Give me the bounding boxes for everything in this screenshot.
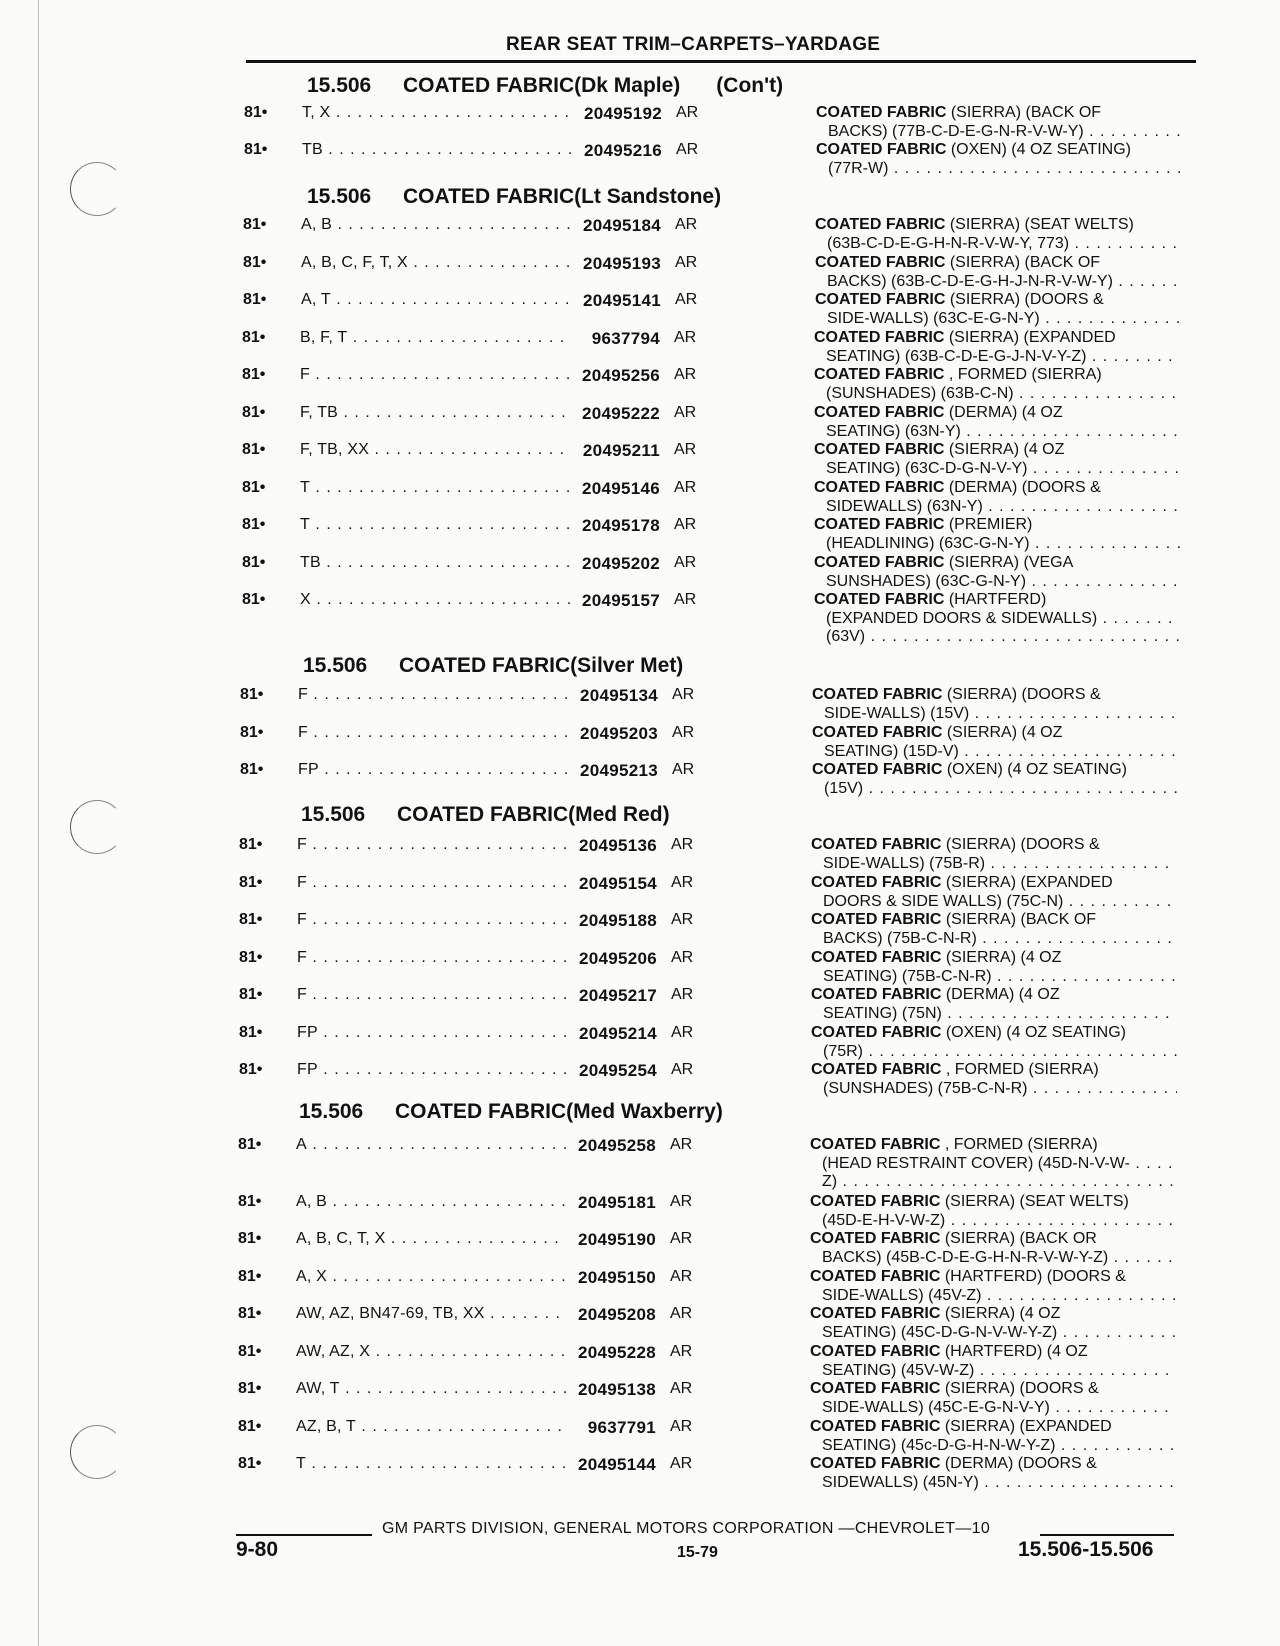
part-description: COATED FABRIC (SIERRA) (4 OZ SEATING) (15D-V) . . . [812,724,1178,761]
quantity-ref: 81• [240,686,264,703]
part-description: COATED FABRIC (SIERRA) (DOORS & SIDE-WALLS) (75B-R) . . . [811,836,1177,873]
binder-hole-icon [70,800,124,854]
quantity-ref: 81• [239,911,263,928]
unit: AR [674,479,697,496]
part-description: COATED FABRIC (DERMA) (DOORS & SIDEWALLS) (45N-Y) . . . [810,1455,1176,1492]
part-description: COATED FABRIC (SIERRA) (BACK OF BACKS) (75B-C-N-R) . . . [811,911,1177,948]
model-codes: A, B, C, F, T, X . . . [301,254,571,272]
footer-date: 9-80 [236,1538,279,1561]
unit: AR [674,366,697,383]
part-description: COATED FABRIC (HARTFERD) (4 OZ SEATING) (45V-W-Z) . . . [810,1343,1176,1380]
unit: AR [676,104,699,121]
part-description: COATED FABRIC (SIERRA) (BACK OR BACKS) (45B-C-D-E-G-H-N-R-V-W-Y-Z) . . . [810,1230,1176,1267]
part-description: COATED FABRIC (SIERRA) (DOORS & SIDE-WALLS) (63C-E-G-N-Y) . . . [815,291,1181,328]
part-description: COATED FABRIC (SIERRA) (EXPANDED DOORS & SIDE WALLS) (75C-N) . . . [811,874,1177,911]
part-number: 20495188 [578,911,657,930]
part-number: 9637794 [591,329,660,348]
model-codes: F . . . [297,949,567,967]
model-codes: T . . . [296,1455,566,1473]
part-description: COATED FABRIC (SIERRA) (4 OZ SEATING) (75B-C-N-R) . . . [811,949,1177,986]
unit: AR [674,441,697,458]
description-prefix: COATED FABRIC [810,1136,941,1153]
part-description: COATED FABRIC (PREMIER) (HEADLINING) (63C-G-N-Y) . . . [814,516,1180,553]
model-codes: F . . . [298,724,568,742]
unit: AR [675,291,698,308]
part-number: 20495228 [577,1343,656,1362]
model-codes: A, T . . . [301,291,571,309]
description-prefix: COATED FABRIC [812,761,943,778]
footer-group-range: 15.506-15.506 [1018,1538,1154,1561]
description-prefix: COATED FABRIC [814,516,945,533]
description-prefix: COATED FABRIC [814,554,945,571]
part-description: COATED FABRIC (SIERRA) (DOORS & SIDE-WALLS) (45C-E-G-N-V-Y) . . . [810,1380,1176,1417]
part-number: 20495178 [581,516,660,535]
part-description: COATED FABRIC (SIERRA) (4 OZ SEATING) (45C-D-G-N-V-W-Y-Z) . . . [810,1305,1176,1342]
quantity-ref: 81• [238,1136,262,1153]
part-number: 20495146 [581,479,660,498]
description-prefix: COATED FABRIC [814,329,945,346]
unit: AR [670,1418,693,1435]
quantity-ref: 81• [243,216,267,233]
part-number: 20495144 [577,1455,656,1474]
unit: AR [672,761,695,778]
quantity-ref: 81• [239,874,263,891]
part-number: 20495136 [578,836,657,855]
part-number: 20495222 [581,404,660,423]
model-codes: FP . . . [298,761,568,779]
description-prefix: COATED FABRIC [810,1230,941,1247]
part-description: COATED FABRIC (SIERRA) (VEGA SUNSHADES) (63C-G-N-Y) . . . [814,554,1180,591]
description-prefix: COATED FABRIC [810,1268,941,1285]
quantity-ref: 81• [239,1061,263,1078]
part-description: COATED FABRIC (DERMA) (DOORS & SIDEWALLS) (63N-Y) . . . [814,479,1180,516]
quantity-ref: 81• [239,1024,263,1041]
description-prefix: COATED FABRIC [810,1305,941,1322]
description-prefix: COATED FABRIC [811,949,942,966]
quantity-ref: 81• [238,1380,262,1397]
part-description: COATED FABRIC (DERMA) (4 OZ SEATING) (63N-Y) . . . [814,404,1180,441]
quantity-ref: 81• [239,986,263,1003]
part-description: COATED FABRIC (OXEN) (4 OZ SEATING) (15V) . . . [812,761,1178,798]
model-codes: F . . . [297,874,567,892]
part-number: 20495184 [582,216,661,235]
description-prefix: COATED FABRIC [815,291,946,308]
quantity-ref: 81• [240,724,264,741]
model-codes: AW, AZ, BN47-69, TB, XX . . . [296,1305,566,1323]
model-codes: T . . . [300,516,570,534]
model-codes: F, TB, XX . . . [300,441,570,459]
unit: AR [675,254,698,271]
unit: AR [671,1024,694,1041]
quantity-ref: 81• [238,1268,262,1285]
quantity-ref: 81• [242,366,266,383]
quantity-ref: 81• [240,761,264,778]
part-description: COATED FABRIC (SIERRA) (BACK OF BACKS) (77B-C-D-E-G-N-R-V-W-Y) . . . [816,104,1182,141]
model-codes: F . . . [297,911,567,929]
description-prefix: COATED FABRIC [811,836,942,853]
quantity-ref: 81• [238,1305,262,1322]
part-number: 20495192 [583,104,662,123]
footer-page-number: 15-79 [677,1544,718,1561]
part-description: COATED FABRIC (SIERRA) (EXPANDED SEATING) (63B-C-D-E-G-J-N-V-Y-Z) . . . [814,329,1180,366]
model-codes: TB . . . [300,554,570,572]
model-codes: FP . . . [297,1024,567,1042]
footer-publisher: GM PARTS DIVISION, GENERAL MOTORS CORPORATION —CHEVROLET—10 [382,1520,991,1537]
part-number: 20495181 [577,1193,656,1212]
header-rule [246,60,1196,63]
part-description: COATED FABRIC (SIERRA) (EXPANDED SEATING) (45c-D-G-H-N-W-Y-Z) . . . [810,1418,1176,1455]
unit: AR [674,554,697,571]
quantity-ref: 81• [242,479,266,496]
quantity-ref: 81• [242,404,266,421]
description-prefix: COATED FABRIC [811,911,942,928]
description-prefix: COATED FABRIC [811,1024,942,1041]
part-number: 20495208 [577,1305,656,1324]
part-number: 20495203 [579,724,658,743]
part-number: 20495206 [578,949,657,968]
description-prefix: COATED FABRIC [814,366,945,383]
footer-rule [236,1534,372,1536]
section-heading: 15.506 COATED FABRIC(Dk Maple) (Con't) [307,74,784,97]
footer-rule [1040,1534,1174,1536]
unit: AR [674,591,697,608]
description-prefix: COATED FABRIC [811,986,942,1003]
model-codes: F . . . [297,836,567,854]
unit: AR [672,686,695,703]
part-number: 20495214 [578,1024,657,1043]
unit: AR [670,1305,693,1322]
unit: AR [671,874,694,891]
part-number: 20495211 [582,441,660,460]
part-description: COATED FABRIC (OXEN) (4 OZ SEATING) (77R-W) . . . [816,141,1182,178]
section-heading: 15.506 COATED FABRIC(Silver Met) [303,654,684,677]
model-codes: FP . . . [297,1061,567,1079]
quantity-ref: 81• [242,329,266,346]
model-codes: TB . . . [302,141,572,159]
description-prefix: COATED FABRIC [814,591,945,608]
unit: AR [676,141,699,158]
quantity-ref: 81• [239,949,263,966]
model-codes: A, B, C, T, X . . . [296,1230,566,1248]
model-codes: A, X . . . [296,1268,566,1286]
unit: AR [674,404,697,421]
quantity-ref: 81• [244,141,268,158]
description-prefix: COATED FABRIC [816,104,947,121]
part-description: COATED FABRIC (OXEN) (4 OZ SEATING) (75R) . . . [811,1024,1177,1061]
quantity-ref: 81• [243,291,267,308]
part-number: 20495150 [577,1268,656,1287]
description-prefix: COATED FABRIC [810,1193,941,1210]
section-heading: 15.506 COATED FABRIC(Med Waxberry) [299,1100,723,1123]
description-prefix: COATED FABRIC [814,404,945,421]
model-codes: A, B . . . [301,216,571,234]
part-description: COATED FABRIC , FORMED (SIERRA) (SUNSHADES) (75B-C-N-R) . . . [811,1061,1177,1098]
unit: AR [670,1380,693,1397]
model-codes: A . . . [296,1136,566,1154]
part-number: 20495213 [579,761,658,780]
quantity-ref: 81• [242,516,266,533]
part-description: COATED FABRIC (SIERRA) (SEAT WELTS) (45D-E-H-V-W-Z) . . . [810,1193,1176,1230]
quantity-ref: 81• [243,254,267,271]
unit: AR [674,516,697,533]
part-description: COATED FABRIC (SIERRA) (SEAT WELTS) (63B-C-D-E-G-H-N-R-V-W-Y, 773) . . . [815,216,1181,253]
description-prefix: COATED FABRIC [810,1455,941,1472]
part-number: 20495254 [578,1061,657,1080]
part-number: 9637791 [587,1418,656,1437]
unit: AR [670,1136,693,1153]
description-prefix: COATED FABRIC [811,1061,942,1078]
model-codes: F . . . [298,686,568,704]
quantity-ref: 81• [238,1193,262,1210]
quantity-ref: 81• [242,554,266,571]
unit: AR [670,1230,693,1247]
model-codes: F, TB . . . [300,404,570,422]
quantity-ref: 81• [239,836,263,853]
unit: AR [670,1455,693,1472]
part-description: COATED FABRIC (SIERRA) (4 OZ SEATING) (63C-D-G-N-V-Y) . . . [814,441,1180,478]
model-codes: F . . . [300,366,570,384]
part-number: 20495217 [578,986,657,1005]
model-codes: AW, T . . . [296,1380,566,1398]
page-title: REAR SEAT TRIM–CARPETS–YARDAGE [506,34,881,55]
part-description: COATED FABRIC (HARTFERD) (EXPANDED DOORS & SIDEWALLS) . . . (63V) . . . [814,591,1180,647]
model-codes: T, X . . . [302,104,572,122]
part-description: COATED FABRIC , FORMED (SIERRA) (SUNSHADES) (63B-C-N) . . . [814,366,1180,403]
description-prefix: COATED FABRIC [812,724,943,741]
model-codes: AZ, B, T . . . [296,1418,566,1436]
part-description: COATED FABRIC (SIERRA) (DOORS & SIDE-WALLS) (15V) . . . [812,686,1178,723]
description-prefix: COATED FABRIC [816,141,947,158]
part-number: 20495193 [582,254,661,273]
description-prefix: COATED FABRIC [811,874,942,891]
quantity-ref: 81• [238,1230,262,1247]
model-codes: X . . . [300,591,570,609]
quantity-ref: 81• [238,1418,262,1435]
binder-hole-icon [70,1425,124,1479]
model-codes: B, F, T . . . [300,329,570,347]
model-codes: T . . . [300,479,570,497]
page-edge [38,0,39,1646]
unit: AR [671,911,694,928]
part-number: 20495258 [577,1136,656,1155]
description-prefix: COATED FABRIC [810,1380,941,1397]
part-number: 20495154 [578,874,657,893]
unit: AR [670,1343,693,1360]
unit: AR [671,1061,694,1078]
part-number: 20495256 [581,366,660,385]
part-number: 20495216 [583,141,662,160]
part-number: 20495141 [582,291,661,310]
unit: AR [671,949,694,966]
model-codes: F . . . [297,986,567,1004]
model-codes: A, B . . . [296,1193,566,1211]
quantity-ref: 81• [244,104,268,121]
part-number: 20495190 [577,1230,656,1249]
description-prefix: COATED FABRIC [815,254,946,271]
unit: AR [674,329,697,346]
part-number: 20495202 [581,554,660,573]
part-description: COATED FABRIC (DERMA) (4 OZ SEATING) (75N) . . . [811,986,1177,1023]
quantity-ref: 81• [238,1455,262,1472]
part-description: COATED FABRIC , FORMED (SIERRA) (HEAD RESTRAINT COVER) (45D-N-V-W- . . . Z) . . . [810,1136,1176,1192]
description-prefix: COATED FABRIC [814,441,945,458]
part-number: 20495134 [579,686,658,705]
description-prefix: COATED FABRIC [815,216,946,233]
part-number: 20495157 [581,591,660,610]
part-description: COATED FABRIC (SIERRA) (BACK OF BACKS) (63B-C-D-E-G-H-J-N-R-V-W-Y) . . . [815,254,1181,291]
unit: AR [671,836,694,853]
unit: AR [671,986,694,1003]
description-prefix: COATED FABRIC [814,479,945,496]
description-prefix: COATED FABRIC [810,1343,941,1360]
unit: AR [670,1193,693,1210]
unit: AR [670,1268,693,1285]
description-prefix: COATED FABRIC [810,1418,941,1435]
section-heading: 15.506 COATED FABRIC(Lt Sandstone) [307,185,722,208]
unit: AR [672,724,695,741]
quantity-ref: 81• [242,441,266,458]
part-description: COATED FABRIC (HARTFERD) (DOORS & SIDE-WALLS) (45V-Z) . . . [810,1268,1176,1305]
description-prefix: COATED FABRIC [812,686,943,703]
unit: AR [675,216,698,233]
quantity-ref: 81• [238,1343,262,1360]
quantity-ref: 81• [242,591,266,608]
part-number: 20495138 [577,1380,656,1399]
section-heading: 15.506 COATED FABRIC(Med Red) [301,803,670,826]
model-codes: AW, AZ, X . . . [296,1343,566,1361]
binder-hole-icon [70,162,124,216]
